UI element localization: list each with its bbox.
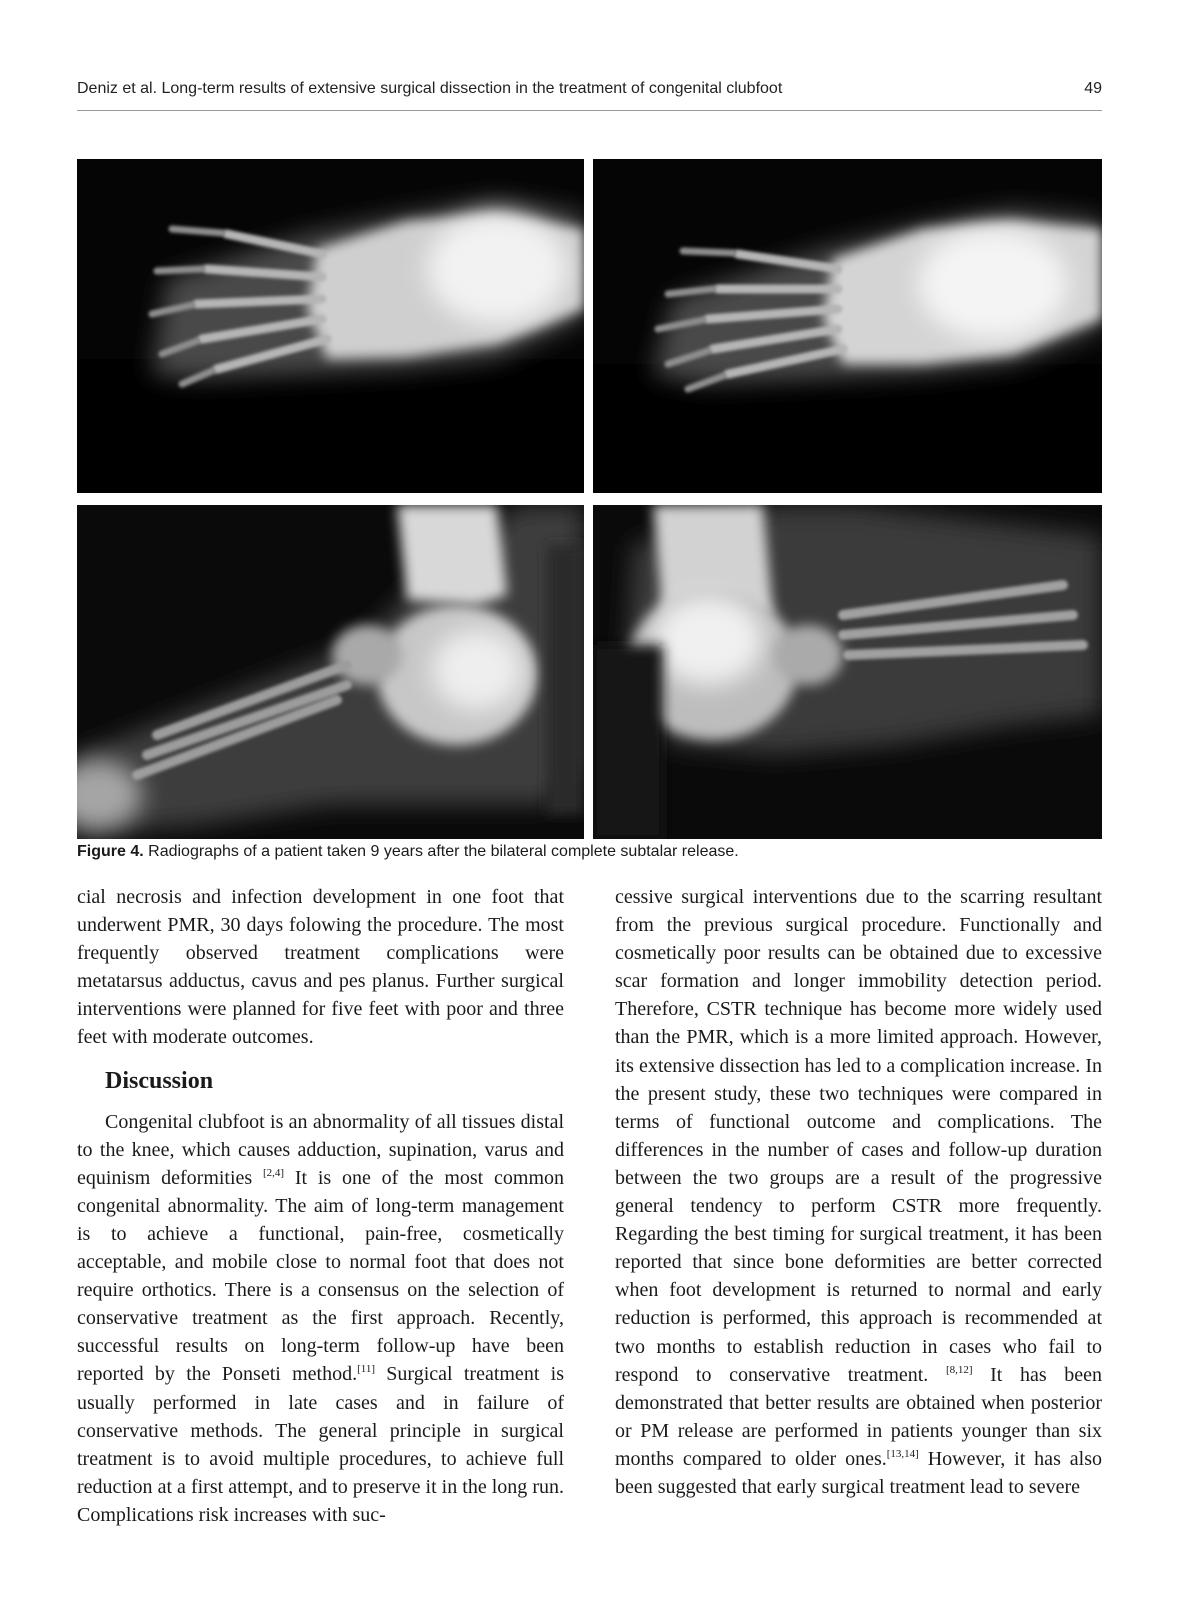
- citation-ref: [13,14]: [886, 1447, 919, 1460]
- text-run: It has been demonstrated that better results are obtained when posterior or PM release are performed in patients younger than six months compared to older ones.: [615, 1363, 1102, 1470]
- citation-ref: [8,12]: [945, 1363, 973, 1376]
- text-run: cessive surgical interventions due to the scarring resultant from the previous surgical procedure. Functionally and cosmetically poor results can be obtained due to excessive scar formation and longer immobility detection period. Therefore, CSTR technique has become more widely used than the PMR, which is a more limited approach. However, its extensive dissection has led to a complication increase. In the present study, these two techniques were compared in terms of functional outcome and complications. The differences in the number of cases and follow-up duration between the two groups are a result of the progressive general tendency to perform CSTR more frequently. Regarding the best timing for surgical treatment, it has been reported that since bone deformities are better corrected when foot development is returned to normal and early reduction is performed, this approach is recommended at two months to establish reduction in cases who fail to respond to conservative treatment.: [615, 886, 1102, 1386]
- radiograph-lateral-right: [593, 505, 1102, 839]
- paragraph-discussion-cont: [615, 883, 1102, 1501]
- paragraph-results-end: cial necrosis and infection development in one foot that underwent PMR, 30 days folowing the procedure. The most frequently observed treatment complications were metatarsus adductus, cavus and pes planus. Further surgical interventions were planned for five feet with poor and three feet with moderate outcomes.: [77, 886, 564, 1049]
- text-run: Surgical treatment is usually performed in late cases and in failure of conservative methods. The general principle in surgical treatment is to avoid multiple procedures, to achieve full reduction at a first attempt, and to preserve it in the long run. Complications risk increases with suc-: [77, 1363, 564, 1526]
- text-run: It is one of the most common congenital abnormality. The aim of long-term management is to achieve a functional, pain-free, cosmetically acceptable, and mobile close to normal foot that does not require orthotics. There is a consensus on the selection of conservative treatment as the first approach. Recently, successful results on long-term follow-up have been reported by the Ponseti method.: [77, 1166, 564, 1386]
- figure-label: Figure 4.: [77, 843, 144, 860]
- figure-caption-text: Radiographs of a patient taken 9 years after the bilateral complete subtalar release.: [148, 843, 739, 860]
- section-heading-discussion: Discussion: [105, 1067, 214, 1094]
- citation-ref: [2,4]: [263, 1166, 285, 1179]
- header-rule: [77, 110, 1102, 111]
- figure-caption: [77, 843, 1102, 861]
- running-head-title: Deniz et al. Long-term results of extensive surgical dissection in the treatment of congenital clubfoot: [77, 80, 783, 97]
- running-head: [77, 80, 1102, 104]
- text-run: Congenital clubfoot is an abnormality of all tissues distal to the knee, which causes adduction, supination, varus and equinism deformities: [77, 1110, 564, 1189]
- left-column: [77, 883, 564, 1529]
- radiograph-ap-left: [77, 159, 584, 493]
- radiograph-lateral-left: [77, 505, 584, 839]
- figure-4: [77, 159, 1102, 839]
- radiograph-ap-right: [593, 159, 1102, 493]
- text-run: However, it has also been suggested that early surgical treatment lead to severe: [615, 1447, 1102, 1498]
- citation-ref: [11]: [357, 1363, 375, 1376]
- right-column: [615, 883, 1102, 1501]
- page-number: 49: [1084, 80, 1102, 97]
- paragraph-discussion: [77, 1108, 564, 1529]
